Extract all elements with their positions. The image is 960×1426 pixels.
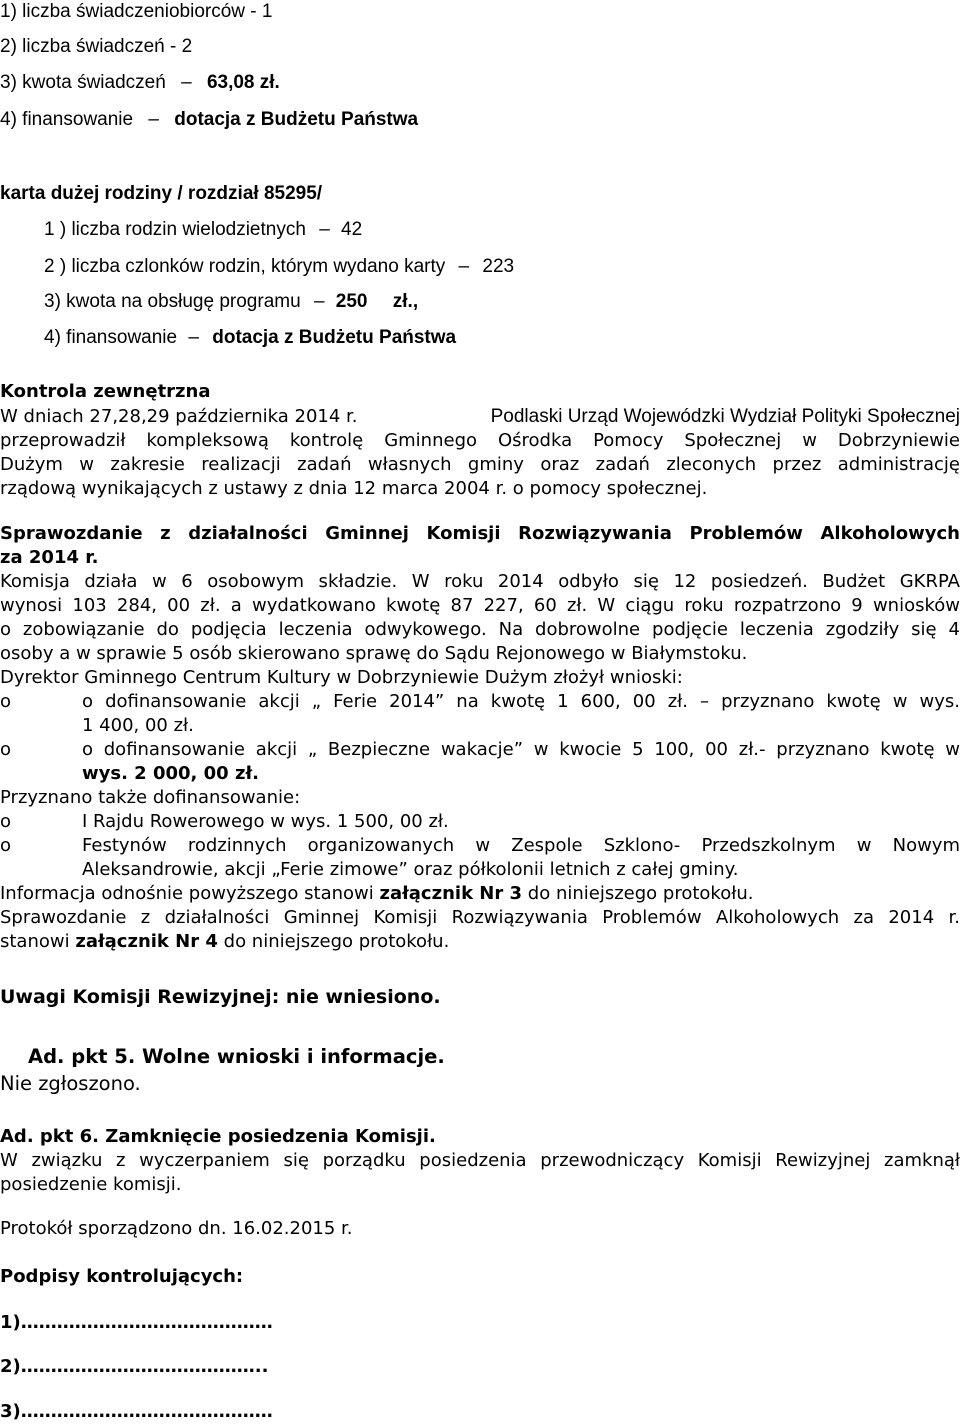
dofinansowanie-2-cont: Aleksandrowie, akcji „Ferie zimowe” oraz półkolonii letnich z całej gminy. <box>82 859 739 880</box>
dash: – <box>319 219 330 240</box>
pkt5-text: Nie zgłoszono. <box>0 1072 141 1095</box>
podpisy-heading: Podpisy kontrolujących: <box>0 1266 244 1287</box>
stanowi-line <box>0 930 449 954</box>
kontrola-line-2: przeprowadził kompleksową kontrolę Gminnego Ośrodka Pomocy Społecznej w Dobrzyniewie <box>0 430 960 451</box>
gkrpa-text-4: osoby a w sprawie 5 osób skierowano sprawę do Sądu Rejonowego w Białymstoku. <box>0 643 748 664</box>
text: o dofinansowanie akcji „ Ferie 2014” na kwotę 1 600, 00 zł. – przyznano kwotę w wys. <box>82 691 960 712</box>
text: 2 ) liczba czlonków rodzin, którym wydano karty <box>44 256 446 277</box>
signature-line-1: 1)…………………………………… <box>0 1312 273 1333</box>
amount: 63,08 zł. <box>206 72 280 93</box>
karta-item-2 <box>44 255 514 279</box>
wniosek-1-cont: 1 400, 00 zł. <box>82 715 194 736</box>
karta-heading: karta dużej rodziny / rozdział 85295/ <box>0 183 323 204</box>
signature-line-3: 3)…………………………………… <box>0 1401 273 1422</box>
gkrpa-text-1: Komisja działa w 6 osobowym składzie. W roku 2014 odbyło się 12 posiedzeń. Budżet GKRPA <box>0 571 960 592</box>
swiadczenia-item-1 <box>0 0 272 24</box>
text: Informacja odnośnie powyższego stanowi <box>0 883 374 904</box>
gkrpa-text-3: o zobowiązanie do podjęcia leczenia odwykowego. Na dobrowolne podjęcie leczenia zgodziły się 4 <box>0 619 960 640</box>
text: do niniejszego protokołu. <box>527 883 754 904</box>
bullet: o <box>0 739 12 760</box>
swiadczenia-item-2 <box>0 35 192 59</box>
kontrola-heading: Kontrola zewnętrzna <box>0 381 211 402</box>
uwagi-heading: Uwagi Komisji Rewizyjnej: nie wniesiono. <box>0 986 441 1008</box>
text: stanowi <box>0 931 70 952</box>
informacja-line <box>0 882 753 906</box>
bullet: o <box>0 691 12 712</box>
text: 4) finansowanie <box>0 109 134 130</box>
signature-line-2: 2)………………………………….. <box>0 1356 269 1377</box>
pkt6-line-2: posiedzenie komisji. <box>0 1174 182 1195</box>
pkt5-heading: Ad. pkt 5. Wolne wnioski i informacje. <box>28 1045 445 1068</box>
text: 2) liczba świadczeń - 2 <box>0 36 193 57</box>
attachment-ref: załącznik Nr 3 <box>379 883 523 904</box>
przyznano-label: Przyznano także dofinansowanie: <box>0 787 301 808</box>
karta-item-4 <box>44 326 456 350</box>
bullet: o <box>0 811 12 832</box>
pkt6-line-1: W związku z wyczerpaniem się porządku posiedzenia przewodniczący Komisji Rewizyjnej zamknął <box>0 1150 960 1171</box>
bullet: o <box>0 835 12 856</box>
protokol-date: Protokół sporządzono dn. 16.02.2015 r. <box>0 1218 353 1239</box>
wniosek-2-cont: wys. 2 000, 00 zł. <box>82 763 259 784</box>
currency: zł., <box>392 291 419 312</box>
dash: – <box>148 109 159 130</box>
pkt6-heading: Ad. pkt 6. Zamknięcie posiedzenia Komisji. <box>0 1126 436 1147</box>
dash: – <box>181 72 192 93</box>
kontrola-line-1 <box>0 405 960 429</box>
kontrola-line-3: Dużym w zakresie realizacji zadań własnych gminy oraz zadań zleconych przez administrację <box>0 454 960 475</box>
text: 1) liczba świadczeniobiorców - 1 <box>0 1 273 22</box>
text: 1 ) liczba rodzin wielodzietnych <box>44 219 306 240</box>
karta-item-1 <box>44 218 362 242</box>
swiadczenia-item-4 <box>0 108 418 132</box>
text: 3) kwota na obsługę programu <box>44 291 301 312</box>
gkrpa-heading-1: Sprawozdanie z działalności Gminnej Komisji Rozwiązywania Problemów Alkoholowych <box>0 523 960 544</box>
text: o dofinansowanie akcji „ Bezpieczne wakacje” w kwocie 5 100, 00 zł.- przyznano kwotę w <box>82 739 960 760</box>
funding-source: dotacja z Budżetu Państwa <box>212 327 457 348</box>
text: 3) kwota świadczeń <box>0 72 166 93</box>
value: 42 <box>341 219 363 240</box>
text: 4) finansowanie <box>44 327 178 348</box>
funding-source: dotacja z Budżetu Państwa <box>174 109 419 130</box>
dash: – <box>188 327 199 348</box>
text: Festynów rodzinnych organizowanych w Zespole Szklono- Przedszkolnym w Nowym <box>82 835 960 856</box>
swiadczenia-item-3 <box>0 71 280 95</box>
kontrola-line-4: rządową wynikających z ustawy z dnia 12 marca 2004 r. o pomocy społecznej. <box>0 478 708 499</box>
text: W dniach 27,28,29 października 2014 r. <box>0 406 358 427</box>
gkrpa-text-5: Dyrektor Gminnego Centrum Kultury w Dobrzyniewie Dużym złożył wnioski: <box>0 667 683 688</box>
attachment-ref: załącznik Nr 4 <box>75 931 218 952</box>
dash: – <box>458 256 470 277</box>
text: I Rajdu Rowerowego w wys. 1 500, 00 zł. <box>82 811 449 832</box>
value: 250 <box>335 291 368 312</box>
gkrpa-heading-2: za 2014 r. <box>0 547 99 568</box>
karta-item-3 <box>44 290 418 314</box>
text: do niniejszego protokołu. <box>223 931 450 952</box>
text: Podlaski Urząd Wojewódzki Wydział Polityki Społecznej <box>490 406 960 427</box>
value: 223 <box>482 256 515 277</box>
sprawozdanie-line: Sprawozdanie z działalności Gminnej Komisji Rozwiązywania Problemów Alkoholowych za 2014 r. <box>0 907 960 928</box>
gkrpa-text-2: wynosi 103 284, 00 zł. a wydatkowano kwotę 87 227, 60 zł. W ciągu roku rozpatrzono 9 wniosków <box>0 595 960 616</box>
dash: – <box>313 291 325 312</box>
